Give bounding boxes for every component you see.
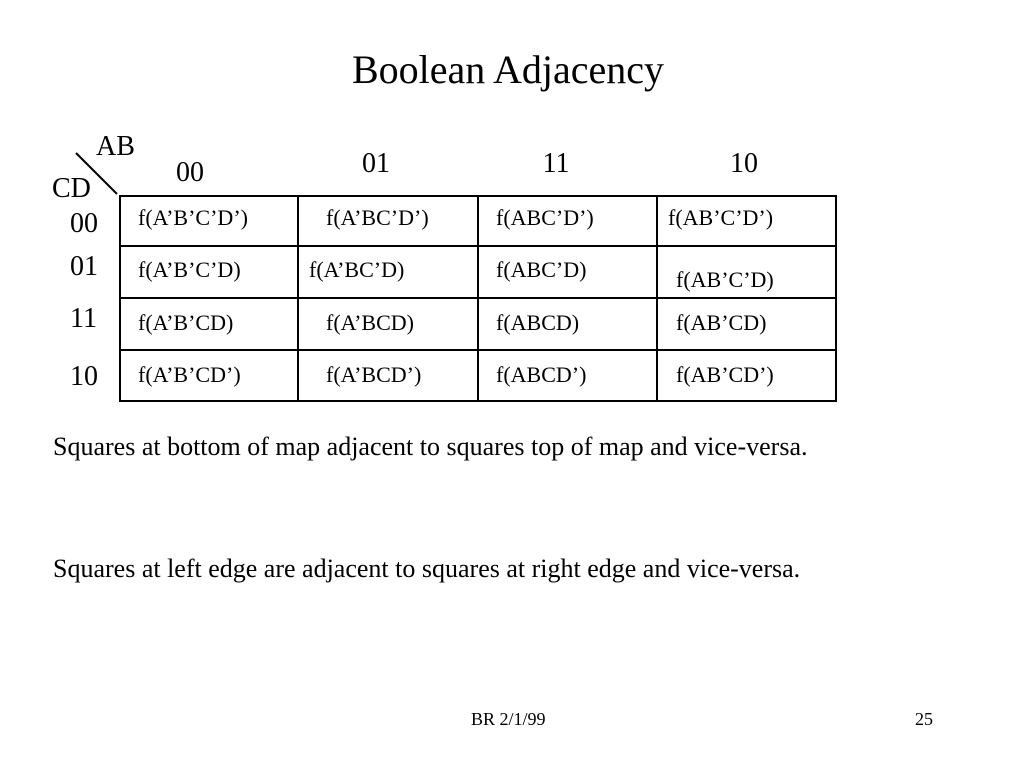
column-header-01: 01 bbox=[362, 148, 390, 179]
kmap-cell: f(AB’CD’) bbox=[676, 362, 774, 387]
grid-line bbox=[835, 195, 837, 402]
kmap-cell: f(A’B’C’D) bbox=[138, 257, 241, 282]
cd-variable-label: CD bbox=[52, 173, 91, 204]
kmap-cell: f(A’BCD) bbox=[326, 310, 414, 335]
column-header-11: 11 bbox=[542, 148, 570, 179]
grid-line bbox=[119, 195, 121, 402]
slide-title: Boolean Adjacency bbox=[351, 47, 665, 92]
kmap-cell: f(A’B’CD’) bbox=[138, 362, 241, 387]
column-header-10: 10 bbox=[730, 148, 758, 179]
kmap-cell: f(ABCD) bbox=[496, 310, 580, 335]
footer-date: BR 2/1/99 bbox=[471, 709, 546, 729]
kmap-cell: f(AB’C’D’) bbox=[668, 205, 774, 230]
grid-line bbox=[477, 195, 479, 402]
kmap-cell: f(A’BC’D’) bbox=[326, 205, 429, 230]
karnaugh-map bbox=[119, 195, 837, 402]
row-header-11: 11 bbox=[70, 303, 97, 334]
grid-line bbox=[297, 195, 299, 402]
kmap-cell: f(A’BC’D) bbox=[309, 257, 405, 282]
paragraph-vertical-adjacency: Squares at bottom of map adjacent to squares top of map and vice-versa. bbox=[53, 432, 808, 461]
kmap-cell: f(A’B’CD) bbox=[138, 310, 234, 335]
page-number: 25 bbox=[915, 709, 933, 729]
kmap-cell: f(ABCD’) bbox=[496, 362, 587, 387]
kmap-cell: f(A’B’C’D’) bbox=[138, 205, 248, 230]
kmap-cell: f(AB’C’D) bbox=[676, 267, 774, 292]
row-header-01: 01 bbox=[70, 251, 98, 282]
kmap-cell: f(ABC’D) bbox=[496, 257, 587, 282]
row-header-10: 10 bbox=[70, 361, 98, 392]
paragraph-horizontal-adjacency: Squares at left edge are adjacent to squares at right edge and vice-versa. bbox=[53, 554, 801, 583]
ab-variable-label: AB bbox=[96, 131, 135, 162]
kmap-cell: f(AB’CD) bbox=[676, 310, 767, 335]
grid-line bbox=[656, 195, 658, 402]
kmap-cell: f(A’BCD’) bbox=[326, 362, 422, 387]
column-header-00: 00 bbox=[176, 157, 204, 188]
kmap-cell: f(ABC’D’) bbox=[496, 205, 594, 230]
row-header-00: 00 bbox=[70, 208, 98, 239]
